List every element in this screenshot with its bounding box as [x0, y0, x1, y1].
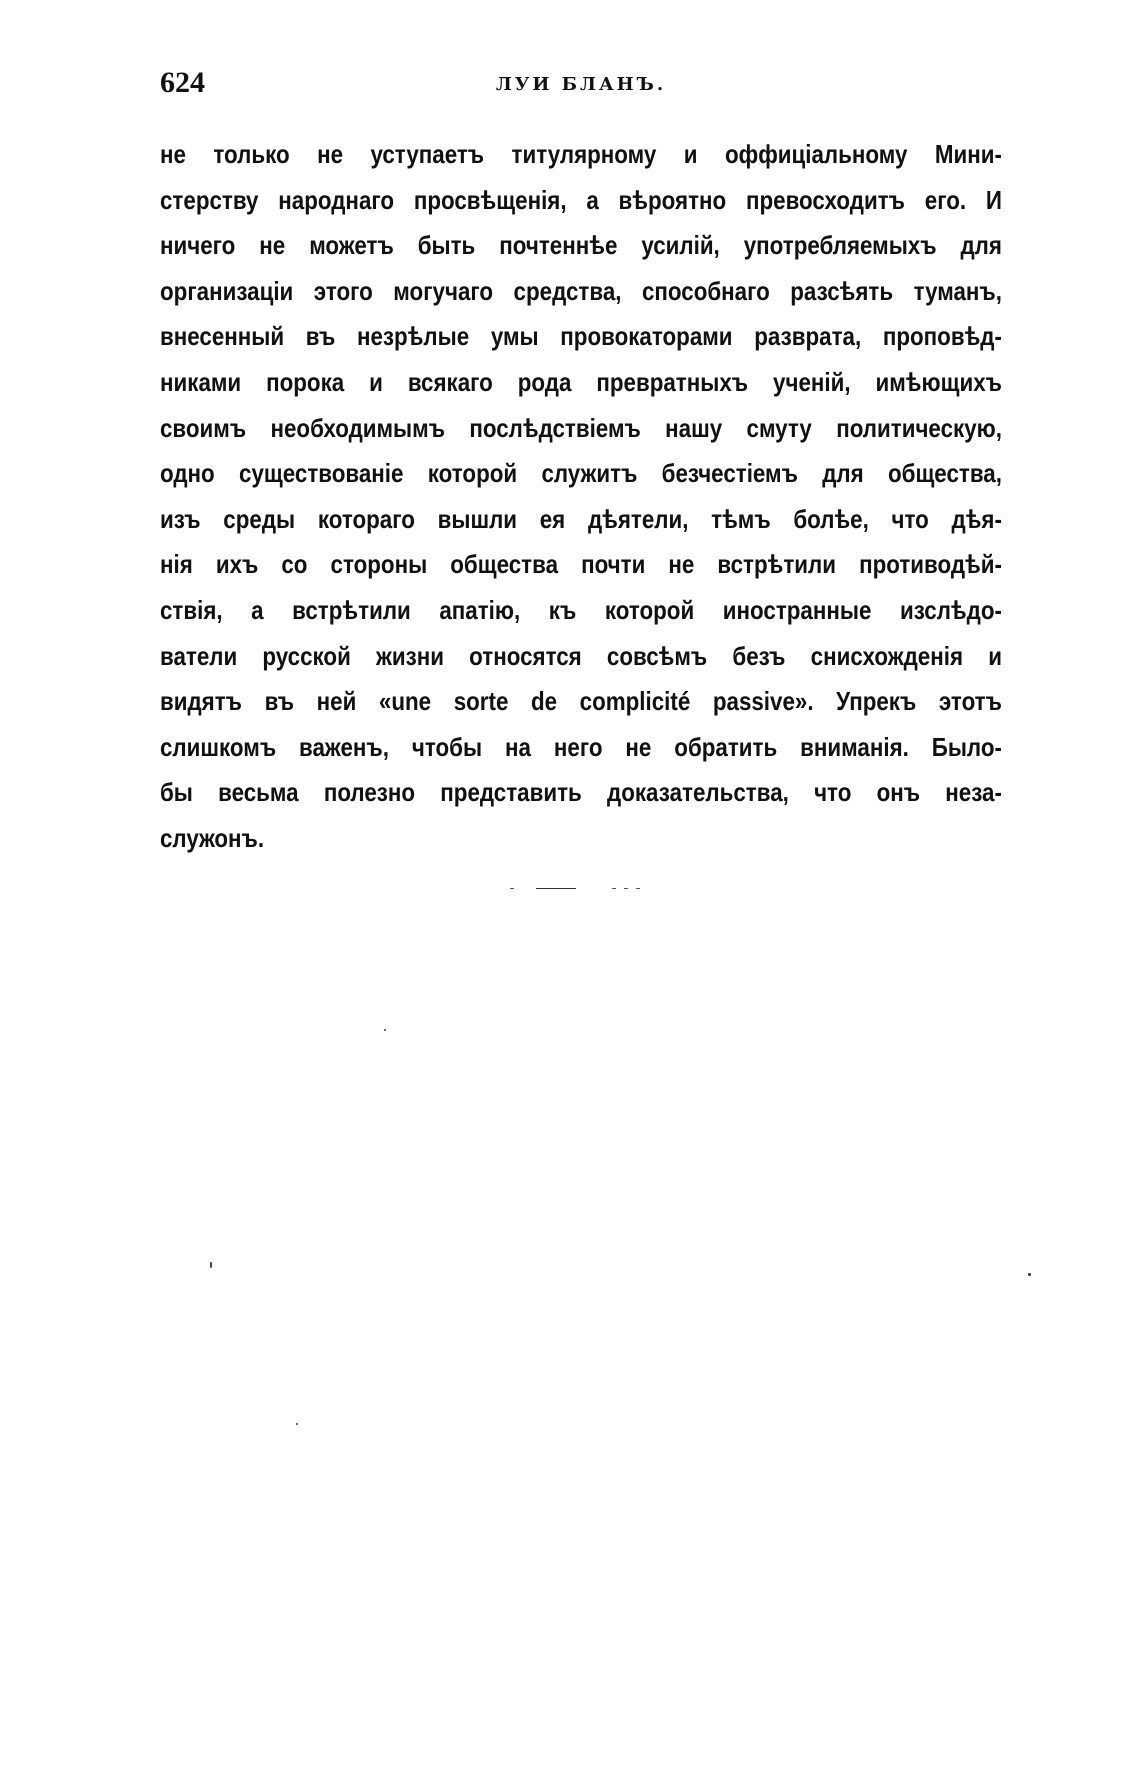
- page-number: 624: [160, 66, 205, 99]
- scan-speck: [384, 1029, 386, 1031]
- running-head: ЛУИ БЛАНЪ.: [495, 74, 667, 95]
- text-line: слишкомъ важенъ, чтобы на него не обратить вниманія. Было-: [160, 731, 1002, 762]
- section-end-rule: [510, 888, 650, 890]
- text-line: ствія, а встрѣтили апатію, къ которой иностранные изслѣдо-: [160, 594, 1002, 625]
- rule-dot: [510, 888, 514, 889]
- text-line: служонъ.: [160, 822, 265, 853]
- rule-dash: [536, 888, 576, 889]
- rule-dot: [624, 888, 628, 889]
- text-line: видятъ въ ней «une sorte de complicité passive». Упрекъ этотъ: [160, 686, 1002, 717]
- scan-speck: [1028, 1273, 1031, 1276]
- text-line: нія ихъ со стороны общества почти не встрѣтили противодѣй-: [160, 549, 1002, 580]
- text-line: не только не уступаетъ титулярному и оффиціальному Мини-: [160, 139, 1002, 169]
- rule-dot: [636, 888, 640, 889]
- text-line: никами порока и всякаго рода превратныхъ ученій, имѣющихъ: [160, 366, 1002, 397]
- body-paragraph: [160, 132, 1002, 862]
- rule-dot: [612, 888, 616, 889]
- text-line: бы весьма полезно представить доказательства, что онъ неза-: [160, 777, 1002, 808]
- text-line: ватели русской жизни относятся совсѣмъ безъ снисхожденія и: [160, 640, 1002, 671]
- text-line: своимъ необходимымъ послѣдствіемъ нашу смуту политическую,: [160, 412, 1002, 443]
- text-line: стерству народнаго просвѣщенія, а вѣроятно превосходитъ его. И: [160, 184, 1002, 215]
- text-line: одно существованіе которой служитъ безчестіемъ для общества,: [160, 458, 1002, 489]
- scan-speck: [210, 1262, 212, 1268]
- page-header: [160, 66, 1002, 106]
- text-line: внесенный въ незрѣлые умы провокаторами разврата, проповѣд-: [160, 321, 1002, 352]
- scan-speck: [296, 1423, 298, 1425]
- text-line: ничего не можетъ быть почтеннѣе усилій, употребляемыхъ для: [160, 230, 1002, 261]
- text-line: организаціи этого могучаго средства, способнаго разсѣять туманъ,: [160, 275, 1002, 306]
- text-line: изъ среды котораго вышли ея дѣятели, тѣмъ болѣе, что дѣя-: [160, 503, 1002, 534]
